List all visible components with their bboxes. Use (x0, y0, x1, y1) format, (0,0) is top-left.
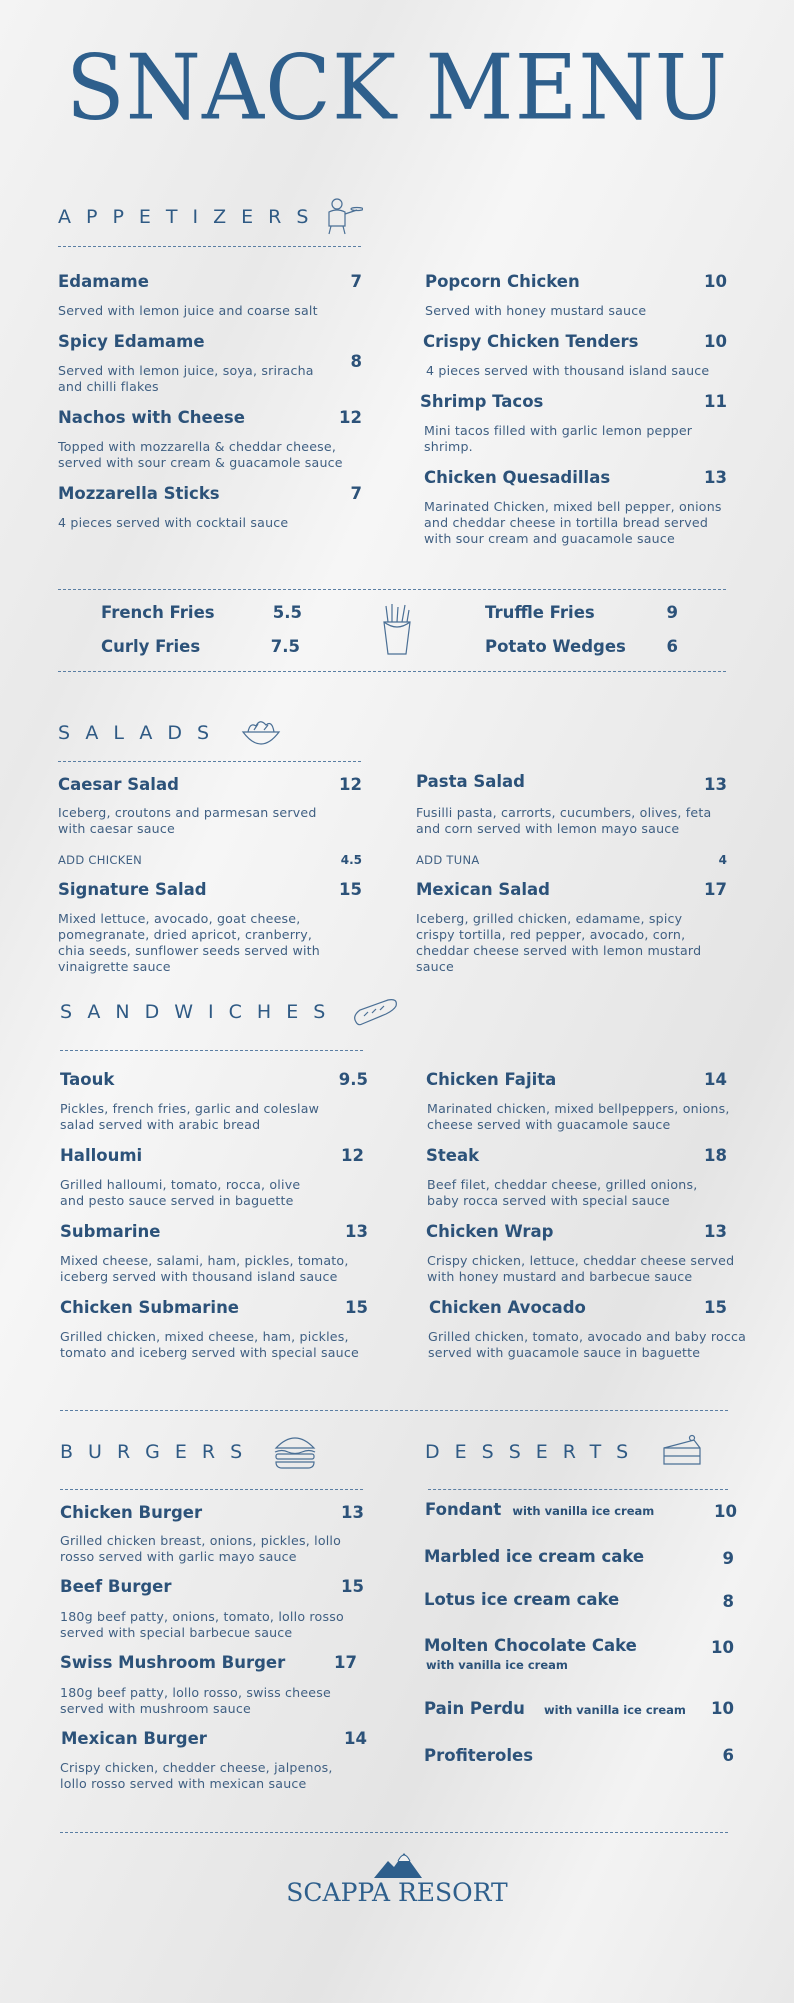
page-title: SNACK MENU (65, 35, 729, 141)
item-name: Shrimp Tacos (420, 392, 544, 411)
salad-price: 17 (704, 880, 727, 899)
salad-name: Caesar Salad (58, 775, 179, 794)
menu-item-quesadillas (424, 468, 610, 487)
dessert-name: Molten Chocolate Cake (424, 1636, 637, 1655)
item-description: 180g beef patty, onions, tomato, lollo rosso served with special barbecue sauce (60, 1609, 344, 1640)
dessert-price: 8 (722, 1592, 734, 1611)
item-description: Mini tacos filled with garlic lemon pepper shrimp. (424, 423, 693, 454)
item-name: Popcorn Chicken (425, 272, 580, 291)
item-description: Beef filet, cheddar cheese, grilled onions, baby rocca served with special sauce (427, 1177, 698, 1208)
item-description: Grilled chicken, mixed cheese, ham, pickles, tomato and iceberg served with special sauce (60, 1329, 359, 1360)
dessert-name: Marbled ice cream cake (424, 1547, 645, 1566)
item-price: 12 (339, 408, 362, 427)
menu-item-spicy-edamame (58, 332, 205, 351)
item-description: Served with lemon juice and coarse salt (58, 303, 318, 318)
item-description: Marinated Chicken, mixed bell pepper, onions and cheddar cheese in tortilla bread served with sour cream and guacamole sauce (424, 499, 722, 546)
menu-item-popcorn-chicken (425, 272, 580, 291)
item-price: 11 (704, 392, 727, 411)
item-name: Chicken Quesadillas (424, 468, 611, 487)
salads-heading: SALADS (58, 722, 225, 744)
fries-name: Curly Fries (101, 637, 201, 656)
item-description: Mixed lettuce, avocado, goat cheese, pomegranate, dried apricot, cranberry, chia seeds, sunflower seeds served with vinaigrette sauce (58, 911, 320, 974)
item-description: Served with lemon juice, soya, sriracha and chilli flakes (58, 363, 314, 394)
menu-item-edamame (58, 272, 149, 291)
salad-name: Signature Salad (58, 880, 207, 899)
item-description: 180g beef patty, lollo rosso, swiss cheese served with mushroom sauce (60, 1685, 331, 1716)
desserts-heading: DESSERTS (425, 1441, 644, 1463)
burger-price: 17 (334, 1653, 357, 1672)
fries-icon (380, 604, 414, 656)
dessert-price: 10 (711, 1638, 734, 1657)
menu-item-nachos (58, 408, 245, 427)
item-price: 7 (350, 272, 362, 291)
sandwich-name: Submarine (60, 1222, 161, 1241)
sandwich-price: 15 (345, 1298, 368, 1317)
menu-item-shrimp-tacos (420, 392, 543, 411)
item-description: Fusilli pasta, carrorts, cucumbers, olives, feta and corn served with lemon mayo sauce (416, 805, 712, 836)
item-price: 10 (704, 332, 727, 351)
sandwiches-divider-bottom (60, 1410, 728, 1411)
burger-name: Mexican Burger (61, 1729, 207, 1748)
salad-price: 12 (339, 775, 362, 794)
menu-item-mozzarella-sticks (58, 484, 220, 503)
burger-price: 14 (344, 1729, 367, 1748)
sandwich-price: 13 (704, 1222, 727, 1241)
dessert-sub: with vanilla ice cream (512, 1504, 655, 1518)
burgers-heading: BURGERS (60, 1441, 258, 1463)
item-name: Spicy Edamame (58, 332, 205, 351)
footer-divider (60, 1832, 728, 1833)
appetizers-divider (58, 246, 361, 247)
menu-item-chicken-tenders (423, 332, 639, 351)
dessert-name: Pain Perdu (424, 1699, 525, 1718)
sandwich-name: Chicken Wrap (426, 1222, 554, 1241)
fries-divider-top (58, 589, 726, 590)
burger-price: 15 (341, 1577, 364, 1596)
fries-name: French Fries (101, 603, 215, 622)
sandwich-price: 18 (704, 1146, 727, 1165)
mountain-logo-icon (372, 1849, 424, 1879)
item-name: Edamame (58, 272, 149, 291)
cake-slice-icon (660, 1434, 704, 1470)
salad-bowl-icon (240, 716, 282, 750)
addon-price: 4.5 (340, 853, 362, 867)
sandwich-name: Taouk (60, 1070, 115, 1089)
item-price: 8 (350, 352, 362, 371)
sandwiches-divider (60, 1050, 363, 1051)
item-description: Topped with mozzarella & cheddar cheese, served with sour cream & guacamole sauce (58, 439, 343, 470)
dessert-name: Lotus ice cream cake (424, 1590, 620, 1609)
fries-price: 9 (666, 603, 678, 622)
item-price: 13 (704, 468, 727, 487)
burger-icon (272, 1432, 318, 1470)
sandwich-price: 15 (704, 1298, 727, 1317)
dessert-item (424, 1699, 686, 1718)
addon-price: 4 (718, 853, 727, 867)
sandwich-price: 14 (704, 1070, 727, 1089)
item-name: Mozzarella Sticks (58, 484, 220, 503)
sandwich-price: 12 (341, 1146, 364, 1165)
salad-name: Mexican Salad (416, 880, 550, 899)
item-description: Iceberg, grilled chicken, edamame, spicy crispy tortilla, red pepper, avocado, corn, cheddar cheese served with lemon mustard sauce (416, 911, 702, 974)
fries-name: Potato Wedges (485, 637, 626, 656)
item-name: Nachos with Cheese (58, 408, 245, 427)
fries-price: 7.5 (270, 637, 300, 656)
dessert-price: 9 (722, 1549, 734, 1568)
sandwich-name: Chicken Avocado (429, 1298, 586, 1317)
resort-logo-text: SCAPPA RESORT (286, 1878, 508, 1907)
dessert-name: Fondant (425, 1500, 502, 1519)
dessert-item (425, 1500, 654, 1519)
salads-divider (58, 761, 361, 762)
addon-label: ADD TUNA (416, 853, 480, 867)
fries-price: 5.5 (272, 603, 302, 622)
fries-divider-bottom (58, 671, 726, 672)
burger-name: Beef Burger (60, 1577, 172, 1596)
item-description: Crispy chicken, lettuce, cheddar cheese served with honey mustard and barbecue sauce (427, 1253, 735, 1284)
burger-name: Swiss Mushroom Burger (60, 1653, 286, 1672)
sandwich-price: 13 (345, 1222, 368, 1241)
item-price: 7 (350, 484, 362, 503)
item-description: Grilled chicken, tomato, avocado and baby rocca served with guacamole sauce in baguette (428, 1329, 747, 1360)
burgers-divider (60, 1489, 363, 1490)
addon-label: ADD CHICKEN (58, 853, 143, 867)
dessert-sub: with vanilla ice cream (426, 1658, 568, 1672)
sandwiches-heading: SANDWICHES (60, 1001, 341, 1023)
item-description: Iceberg, croutons and parmesan served with caesar sauce (58, 805, 317, 836)
item-description: Marinated chicken, mixed bellpeppers, onions, cheese served with guacamole sauce (427, 1101, 730, 1132)
dessert-name: Profiteroles (424, 1746, 534, 1765)
burger-name: Chicken Burger (60, 1503, 203, 1522)
item-description: Mixed cheese, salami, ham, pickles, tomato, iceberg served with thousand island sauce (60, 1253, 349, 1284)
baguette-icon (350, 996, 400, 1030)
item-description: 4 pieces served with thousand island sauce (426, 363, 710, 378)
sandwich-name: Chicken Fajita (426, 1070, 557, 1089)
salad-name: Pasta Salad (416, 772, 525, 791)
desserts-divider (428, 1489, 728, 1490)
appetizers-heading: APPETIZERS (58, 206, 324, 228)
item-description: Pickles, french fries, garlic and coleslaw salad served with arabic bread (60, 1101, 320, 1132)
fries-price: 6 (666, 637, 678, 656)
burger-price: 13 (341, 1503, 364, 1522)
item-description: 4 pieces served with cocktail sauce (58, 515, 289, 530)
sandwich-name: Chicken Submarine (60, 1298, 240, 1317)
dessert-sub: with vanilla ice cream (544, 1703, 686, 1717)
dessert-price: 10 (714, 1502, 737, 1521)
item-description: Crispy chicken, chedder cheese, jalpenos, lollo rosso served with mexican sauce (60, 1760, 333, 1791)
waiter-icon (315, 196, 363, 236)
sandwich-price: 9.5 (338, 1070, 368, 1089)
item-description: Served with honey mustard sauce (425, 303, 647, 318)
salad-price: 13 (704, 775, 727, 794)
dessert-price: 6 (722, 1746, 734, 1765)
fries-name: Truffle Fries (485, 603, 595, 622)
item-description: Grilled chicken breast, onions, pickles, lollo rosso served with garlic mayo sauce (60, 1533, 342, 1564)
salad-price: 15 (339, 880, 362, 899)
dessert-price: 10 (711, 1699, 734, 1718)
item-description: Grilled halloumi, tomato, rocca, olive and pesto sauce served in baguette (60, 1177, 301, 1208)
item-name: Crispy Chicken Tenders (423, 332, 639, 351)
sandwich-name: Halloumi (60, 1146, 143, 1165)
sandwich-name: Steak (426, 1146, 480, 1165)
item-price: 10 (704, 272, 727, 291)
